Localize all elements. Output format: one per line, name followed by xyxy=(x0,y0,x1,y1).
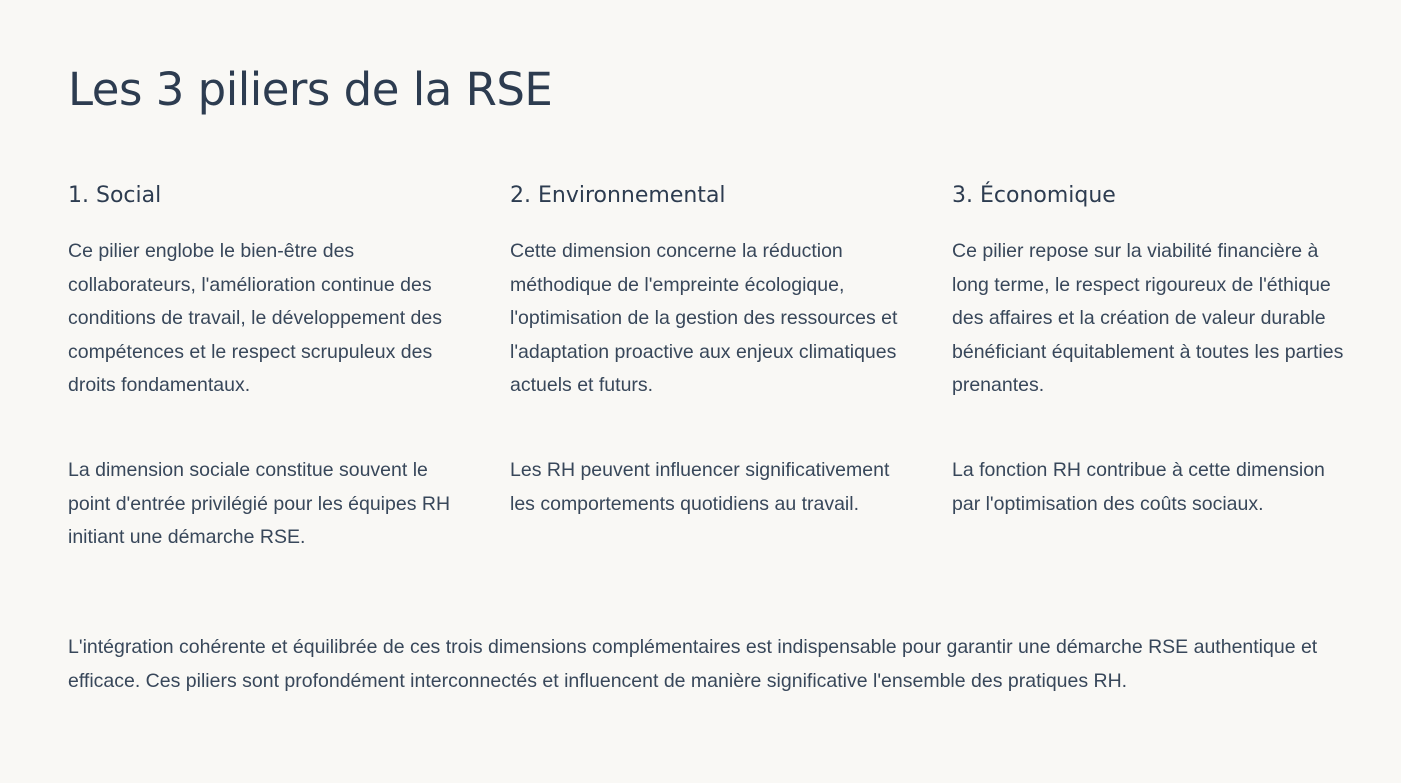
pillar-description: Ce pilier repose sur la viabilité financière à long terme, le respect rigoureux de l'éthique des affaires et la création de valeur durable bénéficiant équitablement à toutes les parties prenantes. xyxy=(952,240,1344,396)
pillar-hr-note: La dimension sociale constitue souvent le point d'entrée privilégié pour les équipes RH initiant une démarche RSE. xyxy=(68,459,451,548)
pillar-heading: 1. Social xyxy=(68,183,162,208)
page-title: Les 3 piliers de la RSE xyxy=(68,63,553,116)
pillar-hr-note: La fonction RH contribue à cette dimension par l'optimisation des coûts sociaux. xyxy=(952,459,1325,515)
pillar-social xyxy=(68,180,468,548)
conclusion-paragraph: L'intégration cohérente et équilibrée de ces trois dimensions complémentaires est indispensable pour garantir une démarche RSE authentique et efficace. Ces piliers sont profondément interconnectés et influencent de manière significative l'ensemble des pratiques RH. xyxy=(68,636,1318,692)
pillar-heading: 3. Économique xyxy=(952,183,1116,208)
pillar-description: Cette dimension concerne la réduction méthodique de l'empreinte écologique, l'optimisation de la gestion des ressources et l'adaptation proactive aux enjeux climatiques actuels et futurs. xyxy=(510,240,898,396)
pillar-heading: 2. Environnemental xyxy=(510,183,726,208)
pillar-environmental xyxy=(510,180,910,515)
pillar-description: Ce pilier englobe le bien-être des collaborateurs, l'amélioration continue des conditions de travail, le développement des compétences et le respect scrupuleux des droits fondamentaux. xyxy=(68,240,442,396)
pillar-hr-note: Les RH peuvent influencer significativement les comportements quotidiens au travail. xyxy=(510,459,890,515)
pillar-economic xyxy=(952,180,1352,515)
